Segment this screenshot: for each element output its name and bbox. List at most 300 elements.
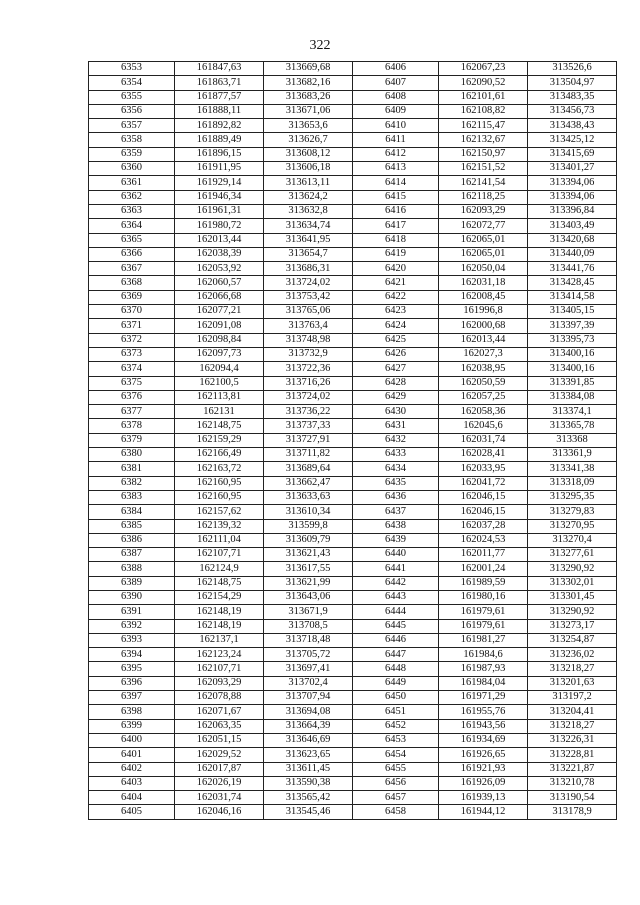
table-cell-y-coordinate: 313295,35 [528, 490, 617, 504]
table-cell-x-coordinate: 162038,39 [175, 247, 264, 261]
table-cell-x-coordinate: 161921,93 [439, 762, 528, 776]
table-cell-x-coordinate: 162154,29 [175, 590, 264, 604]
table-cell-y-coordinate: 313643,06 [264, 590, 353, 604]
table-cell-x-coordinate: 162026,19 [175, 776, 264, 790]
table-cell-x-coordinate: 161961,31 [175, 204, 264, 218]
table-cell-x-coordinate: 162098,84 [175, 333, 264, 347]
table-row [89, 805, 617, 819]
table-cell-point-number: 6451 [353, 705, 439, 719]
table-cell-point-number: 6380 [89, 448, 175, 462]
table-cell-point-number: 6453 [353, 733, 439, 747]
table-cell-y-coordinate: 313374,1 [528, 405, 617, 419]
table-cell-x-coordinate: 161984,6 [439, 648, 528, 662]
table-row [89, 748, 617, 762]
table-cell-y-coordinate: 313683,26 [264, 90, 353, 104]
table-cell-point-number: 6398 [89, 705, 175, 719]
table-cell-point-number: 6448 [353, 662, 439, 676]
table-cell-point-number: 6437 [353, 505, 439, 519]
table-cell-point-number: 6442 [353, 576, 439, 590]
table-cell-x-coordinate: 162046,16 [175, 805, 264, 819]
table-row [89, 305, 617, 319]
page-number: 322 [309, 38, 331, 53]
table-cell-y-coordinate: 313395,73 [528, 333, 617, 347]
table-cell-point-number: 6436 [353, 490, 439, 504]
table-cell-y-coordinate: 313617,55 [264, 562, 353, 576]
table-cell-x-coordinate: 162163,72 [175, 462, 264, 476]
table-cell-x-coordinate: 162017,87 [175, 762, 264, 776]
table-row [89, 76, 617, 90]
table-cell-point-number: 6445 [353, 619, 439, 633]
table-cell-x-coordinate: 162053,92 [175, 262, 264, 276]
table-cell-x-coordinate: 161889,49 [175, 133, 264, 147]
table-cell-y-coordinate: 313702,4 [264, 676, 353, 690]
table-cell-x-coordinate: 162097,73 [175, 347, 264, 361]
table-row [89, 390, 617, 404]
table-cell-x-coordinate: 161944,12 [439, 805, 528, 819]
table-cell-y-coordinate: 313361,9 [528, 448, 617, 462]
table-cell-y-coordinate: 313653,6 [264, 119, 353, 133]
table-cell-y-coordinate: 313626,7 [264, 133, 353, 147]
table-cell-x-coordinate: 162000,68 [439, 319, 528, 333]
table-cell-x-coordinate: 161863,71 [175, 76, 264, 90]
table-row [89, 476, 617, 490]
table-cell-y-coordinate: 313277,61 [528, 548, 617, 562]
table-cell-x-coordinate: 161939,13 [439, 791, 528, 805]
table-row [89, 362, 617, 376]
table-cell-y-coordinate: 313394,06 [528, 176, 617, 190]
table-cell-y-coordinate: 313682,16 [264, 76, 353, 90]
table-row [89, 147, 617, 161]
table-cell-point-number: 6405 [89, 805, 175, 819]
table-cell-point-number: 6418 [353, 233, 439, 247]
table-cell-y-coordinate: 313414,58 [528, 290, 617, 304]
table-cell-y-coordinate: 313646,69 [264, 733, 353, 747]
table-cell-y-coordinate: 313204,41 [528, 705, 617, 719]
table-cell-point-number: 6432 [353, 433, 439, 447]
table-cell-y-coordinate: 313669,68 [264, 62, 353, 76]
table-cell-point-number: 6361 [89, 176, 175, 190]
table-cell-y-coordinate: 313724,02 [264, 390, 353, 404]
table-cell-point-number: 6384 [89, 505, 175, 519]
table-cell-point-number: 6406 [353, 62, 439, 76]
table-cell-y-coordinate: 313420,68 [528, 233, 617, 247]
table-row [89, 319, 617, 333]
table-cell-y-coordinate: 313279,83 [528, 505, 617, 519]
table-cell-y-coordinate: 313526,6 [528, 62, 617, 76]
table-cell-y-coordinate: 313641,95 [264, 233, 353, 247]
table-cell-x-coordinate: 162050,59 [439, 376, 528, 390]
table-cell-x-coordinate: 162137,1 [175, 633, 264, 647]
table-cell-x-coordinate: 162011,77 [439, 548, 528, 562]
table-cell-point-number: 6412 [353, 147, 439, 161]
table-cell-point-number: 6367 [89, 262, 175, 276]
table-cell-point-number: 6357 [89, 119, 175, 133]
table-row [89, 519, 617, 533]
table-row [89, 262, 617, 276]
table-row [89, 733, 617, 747]
table-cell-x-coordinate: 162148,19 [175, 605, 264, 619]
table-cell-y-coordinate: 313613,11 [264, 176, 353, 190]
table-cell-y-coordinate: 313483,35 [528, 90, 617, 104]
table-cell-x-coordinate: 162031,74 [175, 791, 264, 805]
table-cell-y-coordinate: 313621,99 [264, 576, 353, 590]
table-cell-x-coordinate: 161888,11 [175, 104, 264, 118]
table-cell-y-coordinate: 313737,33 [264, 419, 353, 433]
table-cell-point-number: 6457 [353, 791, 439, 805]
table-row [89, 562, 617, 576]
table-cell-y-coordinate: 313718,48 [264, 633, 353, 647]
table-cell-point-number: 6355 [89, 90, 175, 104]
table-cell-x-coordinate: 162050,04 [439, 262, 528, 276]
table-cell-x-coordinate: 162132,67 [439, 133, 528, 147]
table-cell-y-coordinate: 313606,18 [264, 162, 353, 176]
table-cell-y-coordinate: 313403,49 [528, 219, 617, 233]
table-cell-x-coordinate: 162041,72 [439, 476, 528, 490]
table-cell-point-number: 6358 [89, 133, 175, 147]
table-cell-y-coordinate: 313270,95 [528, 519, 617, 533]
table-cell-point-number: 6378 [89, 419, 175, 433]
table-cell-point-number: 6366 [89, 247, 175, 261]
table-cell-y-coordinate: 313694,08 [264, 705, 353, 719]
table-cell-x-coordinate: 161946,34 [175, 190, 264, 204]
table-cell-x-coordinate: 162111,04 [175, 533, 264, 547]
table-cell-x-coordinate: 162024,53 [439, 533, 528, 547]
table-row [89, 104, 617, 118]
table-cell-point-number: 6407 [353, 76, 439, 90]
table-cell-y-coordinate: 313302,01 [528, 576, 617, 590]
table-cell-x-coordinate: 162148,19 [175, 619, 264, 633]
table-cell-point-number: 6433 [353, 448, 439, 462]
table-cell-y-coordinate: 313341,38 [528, 462, 617, 476]
table-cell-y-coordinate: 313705,72 [264, 648, 353, 662]
table-cell-point-number: 6434 [353, 462, 439, 476]
table-cell-x-coordinate: 162159,29 [175, 433, 264, 447]
table-row [89, 204, 617, 218]
table-cell-point-number: 6401 [89, 748, 175, 762]
table-cell-y-coordinate: 313707,94 [264, 691, 353, 705]
table-cell-x-coordinate: 162151,52 [439, 162, 528, 176]
table-cell-x-coordinate: 161987,93 [439, 662, 528, 676]
table-cell-x-coordinate: 162013,44 [175, 233, 264, 247]
table-cell-point-number: 6373 [89, 347, 175, 361]
table-cell-y-coordinate: 313609,79 [264, 533, 353, 547]
table-cell-x-coordinate: 161980,72 [175, 219, 264, 233]
table-cell-x-coordinate: 162046,15 [439, 505, 528, 519]
table-cell-y-coordinate: 313290,92 [528, 605, 617, 619]
table-cell-y-coordinate: 313624,2 [264, 190, 353, 204]
table-cell-point-number: 6403 [89, 776, 175, 790]
table-cell-point-number: 6395 [89, 662, 175, 676]
table-cell-point-number: 6415 [353, 190, 439, 204]
table-row [89, 548, 617, 562]
table-cell-point-number: 6387 [89, 548, 175, 562]
table-cell-y-coordinate: 313727,91 [264, 433, 353, 447]
table-cell-y-coordinate: 313722,36 [264, 362, 353, 376]
table-cell-y-coordinate: 313724,02 [264, 276, 353, 290]
table-cell-y-coordinate: 313763,4 [264, 319, 353, 333]
table-cell-point-number: 6414 [353, 176, 439, 190]
table-cell-x-coordinate: 162072,77 [439, 219, 528, 233]
table-row [89, 190, 617, 204]
table-cell-x-coordinate: 161847,63 [175, 62, 264, 76]
table-row [89, 490, 617, 504]
table-cell-y-coordinate: 313368 [528, 433, 617, 447]
table-cell-point-number: 6417 [353, 219, 439, 233]
table-cell-x-coordinate: 161926,09 [439, 776, 528, 790]
table-cell-point-number: 6356 [89, 104, 175, 118]
table-cell-point-number: 6396 [89, 676, 175, 690]
table-cell-y-coordinate: 313218,27 [528, 719, 617, 733]
table-cell-y-coordinate: 313270,4 [528, 533, 617, 547]
table-row [89, 433, 617, 447]
table-cell-y-coordinate: 313401,27 [528, 162, 617, 176]
table-row [89, 176, 617, 190]
table-cell-x-coordinate: 162031,18 [439, 276, 528, 290]
table-cell-x-coordinate: 162031,74 [439, 433, 528, 447]
table-cell-y-coordinate: 313748,98 [264, 333, 353, 347]
table-cell-point-number: 6429 [353, 390, 439, 404]
table-cell-y-coordinate: 313708,5 [264, 619, 353, 633]
table-cell-point-number: 6446 [353, 633, 439, 647]
table-row [89, 276, 617, 290]
table-cell-x-coordinate: 162060,57 [175, 276, 264, 290]
table-cell-point-number: 6400 [89, 733, 175, 747]
table-cell-point-number: 6369 [89, 290, 175, 304]
table-cell-y-coordinate: 313197,2 [528, 691, 617, 705]
table-cell-x-coordinate: 162063,35 [175, 719, 264, 733]
table-cell-y-coordinate: 313318,09 [528, 476, 617, 490]
table-cell-point-number: 6422 [353, 290, 439, 304]
table-cell-y-coordinate: 313226,31 [528, 733, 617, 747]
table-cell-point-number: 6399 [89, 719, 175, 733]
table-row [89, 347, 617, 361]
table-cell-y-coordinate: 313716,26 [264, 376, 353, 390]
table-cell-x-coordinate: 161979,61 [439, 619, 528, 633]
table-row [89, 776, 617, 790]
table-cell-point-number: 6388 [89, 562, 175, 576]
table-cell-point-number: 6364 [89, 219, 175, 233]
table-cell-point-number: 6444 [353, 605, 439, 619]
table-cell-point-number: 6443 [353, 590, 439, 604]
table-cell-y-coordinate: 313384,08 [528, 390, 617, 404]
table-row [89, 133, 617, 147]
table-cell-point-number: 6408 [353, 90, 439, 104]
table-cell-y-coordinate: 313415,69 [528, 147, 617, 161]
table-row [89, 619, 617, 633]
table-row [89, 719, 617, 733]
table-cell-x-coordinate: 162108,82 [439, 104, 528, 118]
table-cell-x-coordinate: 162029,52 [175, 748, 264, 762]
table-cell-point-number: 6455 [353, 762, 439, 776]
table-cell-y-coordinate: 313456,73 [528, 104, 617, 118]
table-cell-x-coordinate: 162046,15 [439, 490, 528, 504]
table-cell-x-coordinate: 162077,21 [175, 305, 264, 319]
table-cell-point-number: 6394 [89, 648, 175, 662]
table-cell-x-coordinate: 161896,15 [175, 147, 264, 161]
table-row [89, 376, 617, 390]
table-cell-y-coordinate: 313633,63 [264, 490, 353, 504]
table-cell-point-number: 6391 [89, 605, 175, 619]
table-cell-point-number: 6410 [353, 119, 439, 133]
table-row [89, 233, 617, 247]
coordinates-table-body [89, 62, 617, 820]
table-cell-y-coordinate: 313711,82 [264, 448, 353, 462]
table-cell-x-coordinate: 162141,54 [439, 176, 528, 190]
table-cell-x-coordinate: 162093,29 [439, 204, 528, 218]
table-cell-point-number: 6372 [89, 333, 175, 347]
table-cell-y-coordinate: 313545,46 [264, 805, 353, 819]
table-cell-x-coordinate: 162028,41 [439, 448, 528, 462]
table-cell-y-coordinate: 313400,16 [528, 347, 617, 361]
table-row [89, 533, 617, 547]
coordinates-table [88, 61, 617, 820]
table-cell-point-number: 6370 [89, 305, 175, 319]
table-cell-x-coordinate: 162139,32 [175, 519, 264, 533]
table-row [89, 648, 617, 662]
table-cell-point-number: 6423 [353, 305, 439, 319]
table-cell-point-number: 6419 [353, 247, 439, 261]
table-cell-x-coordinate: 162038,95 [439, 362, 528, 376]
table-row [89, 605, 617, 619]
table-cell-point-number: 6452 [353, 719, 439, 733]
table-cell-x-coordinate: 162058,36 [439, 405, 528, 419]
table-cell-y-coordinate: 313405,15 [528, 305, 617, 319]
table-cell-y-coordinate: 313634,74 [264, 219, 353, 233]
table-cell-x-coordinate: 161943,56 [439, 719, 528, 733]
table-cell-y-coordinate: 313662,47 [264, 476, 353, 490]
table-cell-point-number: 6416 [353, 204, 439, 218]
table-cell-x-coordinate: 162094,4 [175, 362, 264, 376]
table-cell-x-coordinate: 162100,5 [175, 376, 264, 390]
table-row [89, 448, 617, 462]
table-cell-point-number: 6425 [353, 333, 439, 347]
table-cell-point-number: 6375 [89, 376, 175, 390]
table-cell-x-coordinate: 161892,82 [175, 119, 264, 133]
table-cell-y-coordinate: 313610,34 [264, 505, 353, 519]
table-cell-x-coordinate: 162150,97 [439, 147, 528, 161]
table-cell-x-coordinate: 162101,61 [439, 90, 528, 104]
table-cell-point-number: 6404 [89, 791, 175, 805]
table-cell-x-coordinate: 161955,76 [439, 705, 528, 719]
table-cell-x-coordinate: 162148,75 [175, 419, 264, 433]
table-cell-x-coordinate: 162107,71 [175, 662, 264, 676]
table-cell-y-coordinate: 313301,45 [528, 590, 617, 604]
table-row [89, 791, 617, 805]
table-cell-x-coordinate: 162001,24 [439, 562, 528, 576]
table-cell-x-coordinate: 161984,04 [439, 676, 528, 690]
table-cell-point-number: 6439 [353, 533, 439, 547]
table-cell-x-coordinate: 162093,29 [175, 676, 264, 690]
table-cell-y-coordinate: 313400,16 [528, 362, 617, 376]
table-cell-point-number: 6440 [353, 548, 439, 562]
table-cell-y-coordinate: 313425,12 [528, 133, 617, 147]
table-cell-x-coordinate: 161979,61 [439, 605, 528, 619]
table-cell-point-number: 6362 [89, 190, 175, 204]
table-cell-point-number: 6354 [89, 76, 175, 90]
table-cell-point-number: 6371 [89, 319, 175, 333]
table-cell-y-coordinate: 313736,22 [264, 405, 353, 419]
table-cell-point-number: 6377 [89, 405, 175, 419]
table-cell-point-number: 6360 [89, 162, 175, 176]
table-cell-y-coordinate: 313654,7 [264, 247, 353, 261]
table-cell-x-coordinate: 162166,49 [175, 448, 264, 462]
table-cell-x-coordinate: 162115,47 [439, 119, 528, 133]
table-cell-point-number: 6389 [89, 576, 175, 590]
table-cell-point-number: 6381 [89, 462, 175, 476]
table-cell-y-coordinate: 313504,97 [528, 76, 617, 90]
table-cell-y-coordinate: 313221,87 [528, 762, 617, 776]
table-cell-x-coordinate: 161980,16 [439, 590, 528, 604]
table-cell-point-number: 6420 [353, 262, 439, 276]
table-cell-point-number: 6376 [89, 390, 175, 404]
table-cell-point-number: 6386 [89, 533, 175, 547]
table-cell-y-coordinate: 313397,39 [528, 319, 617, 333]
table-cell-x-coordinate: 161929,14 [175, 176, 264, 190]
table-cell-x-coordinate: 162067,23 [439, 62, 528, 76]
table-cell-x-coordinate: 162013,44 [439, 333, 528, 347]
table-row [89, 219, 617, 233]
table-cell-point-number: 6430 [353, 405, 439, 419]
table-cell-x-coordinate: 162090,52 [439, 76, 528, 90]
table-cell-point-number: 6441 [353, 562, 439, 576]
table-cell-point-number: 6359 [89, 147, 175, 161]
table-cell-point-number: 6454 [353, 748, 439, 762]
table-cell-y-coordinate: 313671,9 [264, 605, 353, 619]
table-cell-y-coordinate: 313391,85 [528, 376, 617, 390]
table-cell-point-number: 6368 [89, 276, 175, 290]
table-cell-point-number: 6413 [353, 162, 439, 176]
table-row [89, 505, 617, 519]
table-cell-point-number: 6365 [89, 233, 175, 247]
table-cell-y-coordinate: 313590,38 [264, 776, 353, 790]
table-cell-x-coordinate: 161877,57 [175, 90, 264, 104]
table-cell-y-coordinate: 313623,65 [264, 748, 353, 762]
table-cell-x-coordinate: 161981,27 [439, 633, 528, 647]
table-cell-x-coordinate: 162033,95 [439, 462, 528, 476]
table-cell-point-number: 6397 [89, 691, 175, 705]
table-row [89, 676, 617, 690]
table-cell-y-coordinate: 313438,43 [528, 119, 617, 133]
table-cell-point-number: 6411 [353, 133, 439, 147]
table-cell-y-coordinate: 313201,63 [528, 676, 617, 690]
table-cell-point-number: 6424 [353, 319, 439, 333]
table-cell-point-number: 6456 [353, 776, 439, 790]
table-cell-x-coordinate: 162078,88 [175, 691, 264, 705]
table-cell-point-number: 6363 [89, 204, 175, 218]
table-cell-point-number: 6374 [89, 362, 175, 376]
table-cell-y-coordinate: 313210,78 [528, 776, 617, 790]
table-cell-x-coordinate: 162160,95 [175, 476, 264, 490]
table-cell-x-coordinate: 162160,95 [175, 490, 264, 504]
table-cell-x-coordinate: 162051,15 [175, 733, 264, 747]
table-cell-x-coordinate: 161934,69 [439, 733, 528, 747]
table-cell-y-coordinate: 313228,81 [528, 748, 617, 762]
table-cell-point-number: 6353 [89, 62, 175, 76]
table-cell-y-coordinate: 313621,43 [264, 548, 353, 562]
table-cell-x-coordinate: 161996,8 [439, 305, 528, 319]
table-cell-point-number: 6409 [353, 104, 439, 118]
table-row [89, 62, 617, 76]
table-cell-point-number: 6382 [89, 476, 175, 490]
table-cell-x-coordinate: 162091,08 [175, 319, 264, 333]
table-cell-y-coordinate: 313732,9 [264, 347, 353, 361]
table-cell-y-coordinate: 313441,76 [528, 262, 617, 276]
table-row [89, 590, 617, 604]
table-cell-y-coordinate: 313664,39 [264, 719, 353, 733]
table-cell-point-number: 6392 [89, 619, 175, 633]
table-cell-point-number: 6421 [353, 276, 439, 290]
table-cell-point-number: 6428 [353, 376, 439, 390]
